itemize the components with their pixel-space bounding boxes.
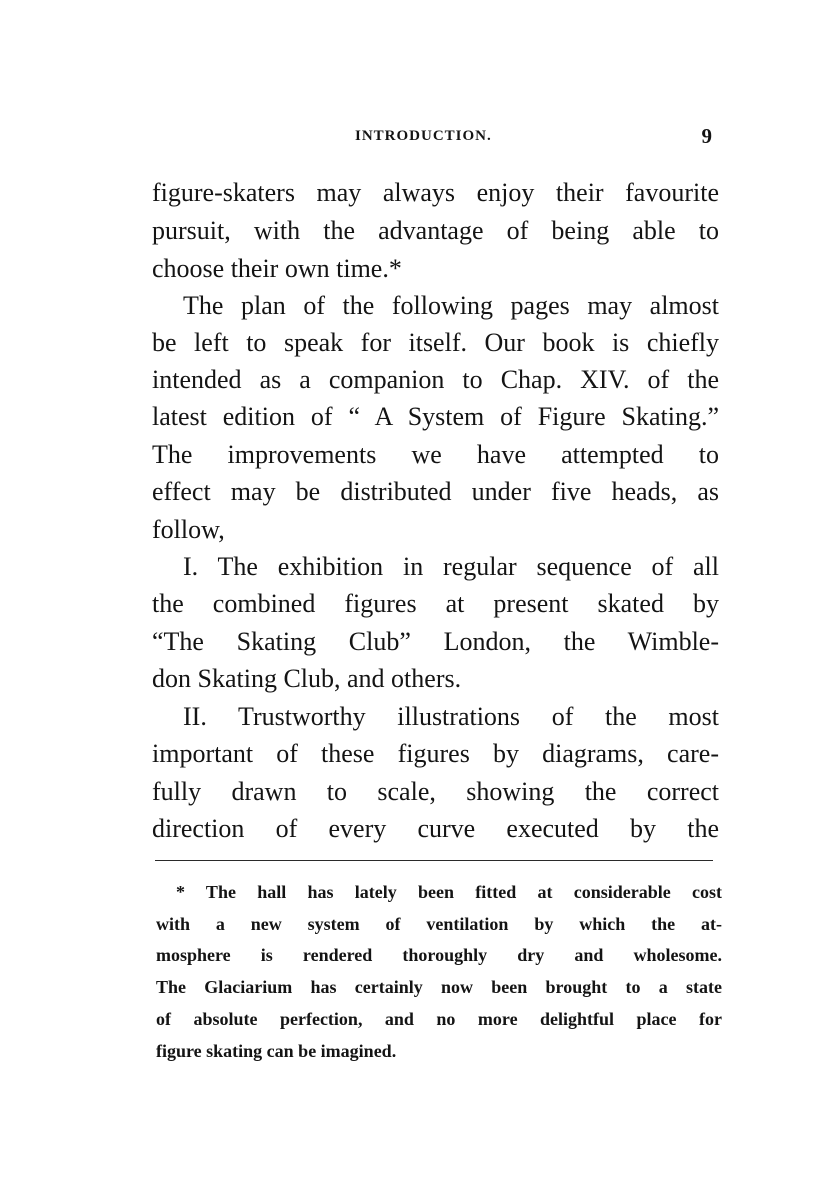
- body-line: The improvements we have attempted to: [152, 440, 719, 469]
- body-line: direction of every curve executed by the: [152, 814, 719, 843]
- body-line: pursuit, with the advantage of being able to: [152, 216, 719, 245]
- body-line: the combined figures at present skated by: [152, 589, 719, 618]
- body-line: The plan of the following pages may almost: [183, 291, 719, 320]
- footnote-line: * The hall has lately been fitted at considerable cost: [176, 882, 722, 902]
- running-head: [150, 124, 720, 154]
- body-line: important of these figures by diagrams, care-: [152, 739, 719, 768]
- chapter-title: INTRODUCTION.: [355, 128, 492, 144]
- footnote-line: The Glaciarium has certainly now been brought to a state: [156, 977, 722, 997]
- body-line: don Skating Club, and others.: [152, 664, 462, 693]
- body-line: follow,: [152, 515, 225, 544]
- body-line: fully drawn to scale, showing the correct: [152, 777, 719, 806]
- body-line: figure-skaters may always enjoy their favourite: [152, 178, 719, 207]
- body-line: I. The exhibition in regular sequence of all: [183, 552, 719, 581]
- body-line: “The Skating Club” London, the Wimble-: [152, 627, 719, 656]
- body-line: be left to speak for itself. Our book is chiefly: [152, 328, 719, 357]
- body-line: II. Trustworthy illustrations of the most: [183, 702, 719, 731]
- footnote-line: figure skating can be imagined.: [156, 1041, 397, 1061]
- body-line: effect may be distributed under five heads, as: [152, 477, 719, 506]
- body-line: latest edition of “ A System of Figure Skating.”: [152, 402, 719, 431]
- body-line: choose their own time.*: [152, 254, 402, 283]
- footnote-line: of absolute perfection, and no more delightful place for: [156, 1009, 722, 1029]
- body-line: intended as a companion to Chap. XIV. of the: [152, 365, 719, 394]
- footnote-line: with a new system of ventilation by which the at-: [156, 914, 722, 934]
- page-number: 9: [701, 124, 712, 148]
- footnote-line: mosphere is rendered thoroughly dry and wholesome.: [156, 945, 722, 965]
- footnote-rule: [155, 860, 713, 861]
